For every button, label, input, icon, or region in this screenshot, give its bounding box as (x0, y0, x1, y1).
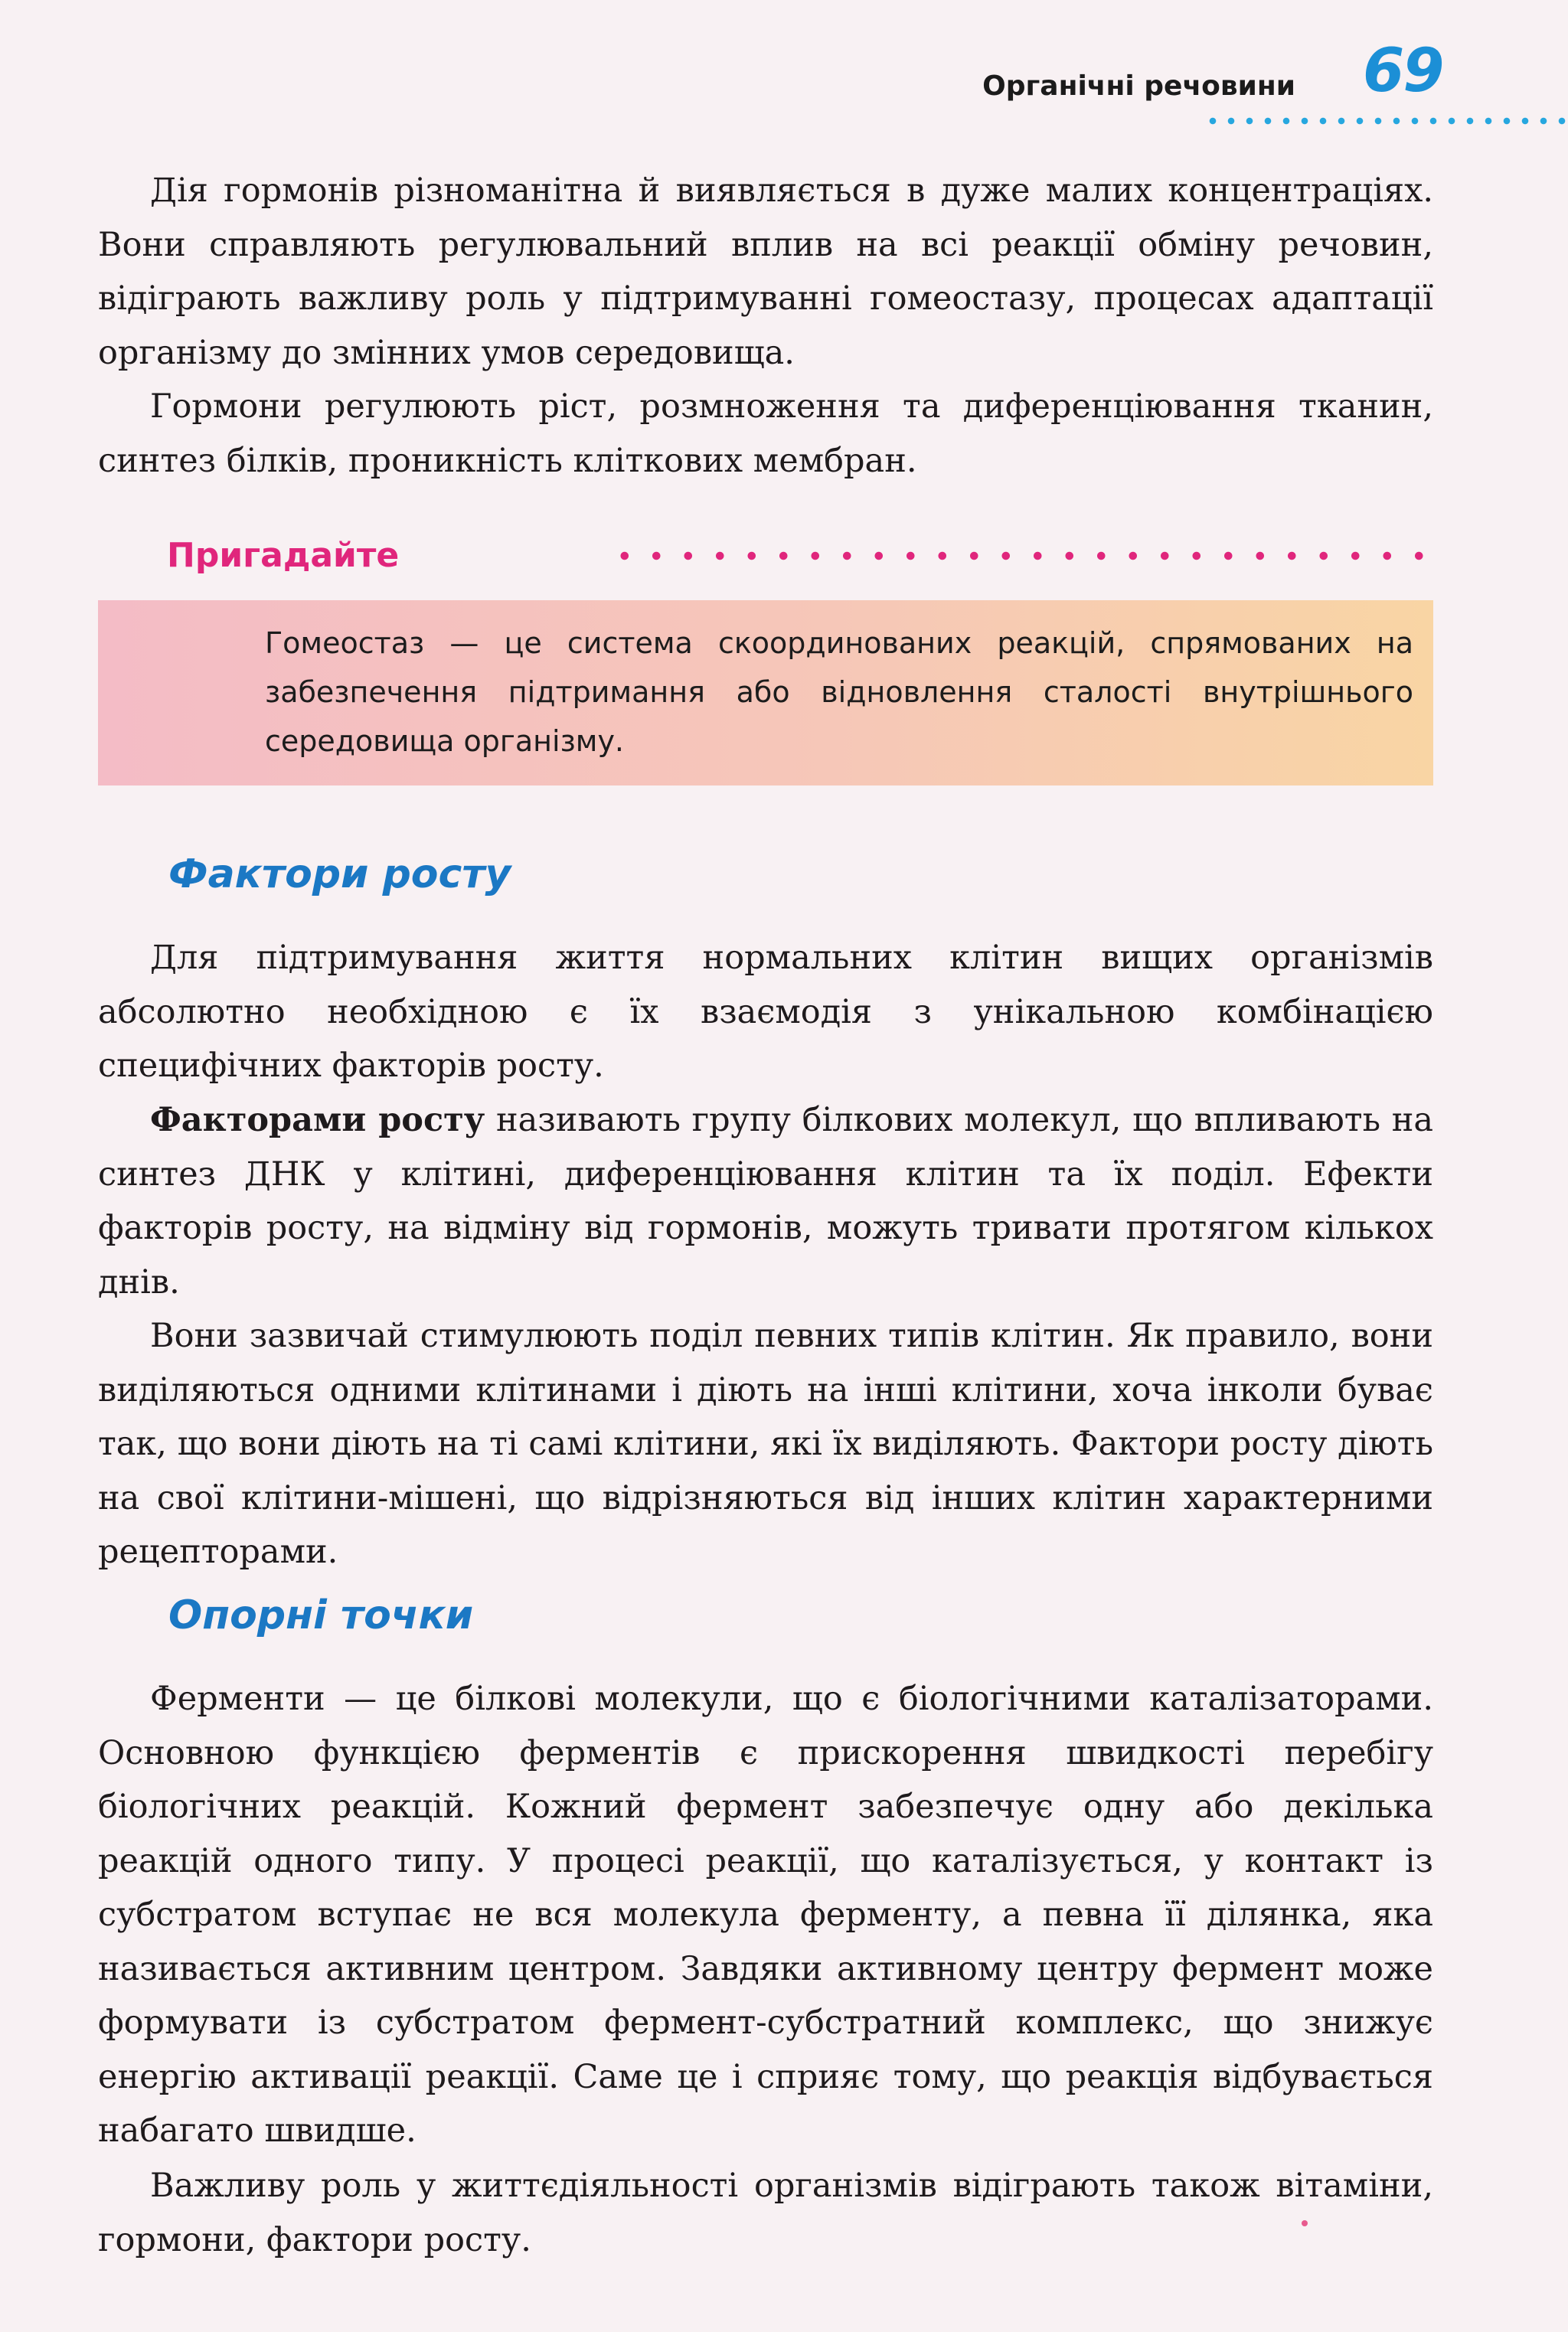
term-growth-factors: Факторами росту (150, 1101, 485, 1139)
growth-factors-paragraph-2-text: називають групу білкових молекул, що впливають на синтез ДНК у клітині, диференціювання клітин та їх поділ. Ефекти факторів росту, на відміну від гормонів, можуть тривати протягом кількох днів. (98, 1101, 1433, 1302)
reminder-label: Пригадайте (167, 536, 400, 575)
running-title: Органічні речовини (982, 70, 1295, 102)
section-heading-growth-factors: Фактори росту (168, 851, 511, 897)
growth-factors-paragraph-3: Вони зазвичай стимулюють поділ певних типів клітин. Як правило, вони виділяються одними клітинами і діють на інші клітини, хоча інколи буває так, що вони діють на ті самі клітини, які їх виділяють. Фактори росту діють на свої клітини-мішені, що відрізняються від інших клітин характерними рецепторами. (98, 1317, 1433, 1571)
key-points-paragraph-1: Ферменти — це білкові молекули, що є біологічними каталізаторами. Основною функцією ферментів є прискорення швидкості перебігу біологічних реакцій. Кожний фермент забезпечує одну або декілька реакцій одного типу. У процесі реакції, що каталізується, у контакт із субстратом вступає не вся молекула ферменту, а певна її ділянка, яка називається активним центром. Завдяки активному центру фермент може формувати із субстратом фермент-субстратний комплекс, що знижує енергію активації реакції. Саме це і сприяє тому, що реакція відбувається набагато швидше. (98, 1680, 1433, 2150)
key-points-paragraph-2: Важливу роль у життєдіяльності організмів відіграють також вітаміни, гормони, фактори росту. (98, 2167, 1433, 2259)
reminder-dotted-rule (609, 550, 1436, 561)
growth-factors-paragraph-1: Для підтримування життя нормальних клітин вищих організмів абсолютно необхідною є їх взаємодія з унікальною комбінацією специфічних факторів росту. (98, 939, 1433, 1085)
reminder-text: Гомеостаз — це система скоординованих реакцій, спрямованих на забезпечення підтримання або відновлення сталості внутрішнього середовища організму. (265, 626, 1413, 758)
header-dotted-rule (1204, 116, 1568, 126)
page-number: 69 (1363, 37, 1443, 106)
intro-paragraph-1: Дія гормонів різноманітна й виявляється в дуже малих концентраціях. Вони справляють регулювальний вплив на всі реакції обміну речовин, відіграють важливу роль у підтримуванні гомеостазу, процесах адаптації організму до змінних умов середовища. (98, 171, 1433, 372)
intro-paragraph-2: Гормони регулюють ріст, розмноження та диференціювання тканин, синтез білків, проникність кліткових мембран. (98, 387, 1433, 480)
decorative-dot (1302, 2220, 1308, 2226)
section-heading-key-points: Опорні точки (168, 1592, 474, 1638)
growth-factors-paragraph-2 (98, 1093, 1433, 1309)
